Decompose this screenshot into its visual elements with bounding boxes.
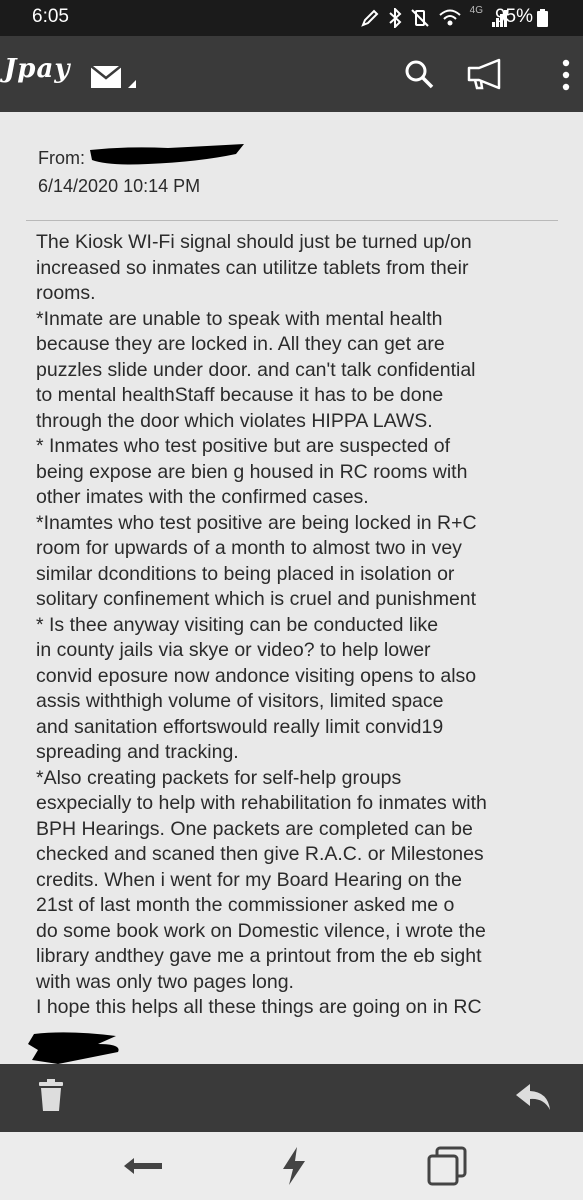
back-icon[interactable] [122,1152,164,1180]
bolt-icon[interactable] [279,1146,309,1186]
search-icon[interactable] [403,58,435,90]
vibrate-icon [410,8,430,28]
from-label: From: [38,148,85,168]
status-icons [360,5,509,31]
status-time: 6:05 [32,6,69,27]
network-type: 4G [469,5,483,16]
wifi-icon [438,8,462,28]
recent-apps-icon[interactable] [427,1146,467,1186]
battery-icon [537,9,548,27]
message-date: 6/14/2020 10:14 PM [38,176,201,196]
divider [26,220,558,221]
battery-percent: 95% [494,6,533,27]
more-vert-icon[interactable] [560,58,572,92]
announcement-icon[interactable] [465,56,505,92]
app-bar [0,36,583,112]
status-bar [0,0,583,36]
redaction-mark [88,144,246,166]
mail-icon[interactable] [90,64,140,92]
action-bar [0,1064,583,1132]
jpay-logo: Jpay [4,54,71,84]
reply-icon[interactable] [514,1082,552,1112]
pen-icon [360,8,380,28]
message-body: The Kiosk WI-Fi signal should just be turned up/on increased so inmates can utilitze tablets from their rooms. *Inmate are unable to speak with mental health because they are locked in. All they can get are puzzles slide under door. and can't talk confidential to mental healthStaff because it has to be done through the door which violates HIPPA LAWS. * Inmates who test positive but are suspected of being expose are bien g housed in RC rooms with other imates with the confirmed cases. *Inamtes who test positive are being locked in R+C room for upwards of a month to almost two in vey similar dconditions to being placed in isolation or solitary confinement which is cruel and punishment * Is thee anyway visiting can be conducted like in county jails via skye or video? to help lower convid eposure now andonce visiting opens to also assis withthigh volume of visitors, limited space and sanitation effortswould really limit convid19 spreading and tracking. *Also creating packets for self-help groups esxpecially to help with rehabilitation fo inmates with BPH Hearings. One packets are completed can be checked and scaned then give R.A.C. or Milestones credits. When i went for my Board Hearing on the 21st of last month the commissioner asked me o do some book work on Domestic vilence, i wrote the library andthey gave me a printout from the eb sight with was only two pages long. I hope this helps all these things are going on in RC [36,231,487,1018]
message-view [0,112,583,1064]
system-nav-bar [0,1132,583,1200]
bluetooth-icon [388,8,402,28]
signature-redaction [28,1030,124,1064]
trash-icon[interactable] [38,1078,64,1112]
